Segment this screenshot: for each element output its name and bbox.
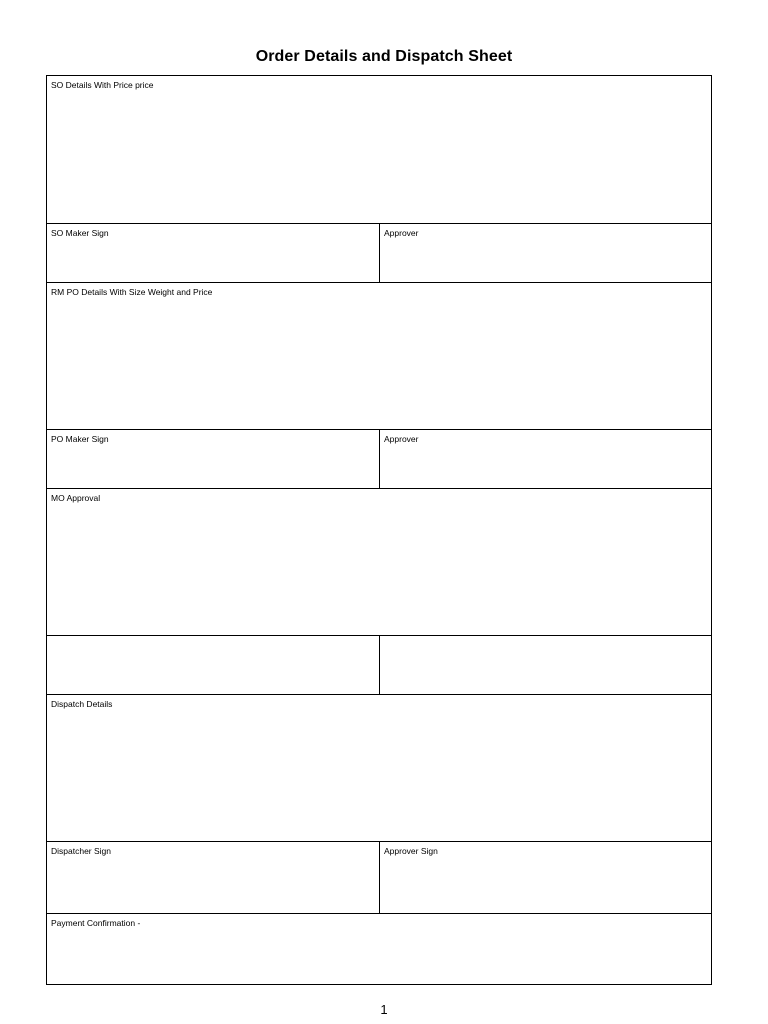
order-dispatch-form bbox=[46, 75, 712, 985]
dispatcher-sign-label: Dispatcher Sign bbox=[51, 846, 112, 856]
so-details-field[interactable] bbox=[47, 76, 711, 223]
payment-confirmation-label: Payment Confirmation - bbox=[51, 918, 141, 928]
po-maker-sign-label: PO Maker Sign bbox=[51, 434, 109, 444]
mo-approval-field[interactable] bbox=[47, 489, 711, 635]
so-maker-sign-label: SO Maker Sign bbox=[51, 228, 109, 238]
page-number: 1 bbox=[380, 1002, 388, 1017]
dispatcher-sign-field[interactable] bbox=[47, 842, 380, 913]
po-maker-sign-field[interactable] bbox=[47, 430, 380, 488]
po-sign-row bbox=[47, 429, 711, 488]
approver-sign-label: Approver Sign bbox=[384, 846, 438, 856]
mo-approval-label: MO Approval bbox=[51, 493, 101, 503]
dispatch-details-section bbox=[47, 694, 711, 841]
dispatch-sign-row bbox=[47, 841, 711, 913]
po-approver-label: Approver bbox=[384, 434, 419, 444]
po-approver-field[interactable] bbox=[380, 430, 711, 488]
mo-approval-section bbox=[47, 488, 711, 635]
rm-po-details-section bbox=[47, 282, 711, 429]
payment-confirmation-field[interactable] bbox=[47, 914, 711, 984]
approver-sign-field[interactable] bbox=[380, 842, 711, 913]
rm-po-details-field[interactable] bbox=[47, 283, 711, 429]
dispatch-details-label: Dispatch Details bbox=[51, 699, 113, 709]
sheet-title: Order Details and Dispatch Sheet bbox=[255, 48, 513, 65]
mo-sign-right-field[interactable] bbox=[380, 636, 711, 694]
dispatch-details-field[interactable] bbox=[47, 695, 711, 841]
so-details-section bbox=[47, 76, 711, 223]
rm-po-details-label: RM PO Details With Size Weight and Price bbox=[51, 287, 213, 297]
mo-sign-left-field[interactable] bbox=[47, 636, 380, 694]
mo-sign-row bbox=[47, 635, 711, 694]
so-maker-sign-field[interactable] bbox=[47, 224, 380, 282]
so-details-label: SO Details With Price price bbox=[51, 80, 154, 90]
so-approver-label: Approver bbox=[384, 228, 419, 238]
so-sign-row bbox=[47, 223, 711, 282]
payment-confirmation-section bbox=[47, 913, 711, 984]
so-approver-field[interactable] bbox=[380, 224, 711, 282]
